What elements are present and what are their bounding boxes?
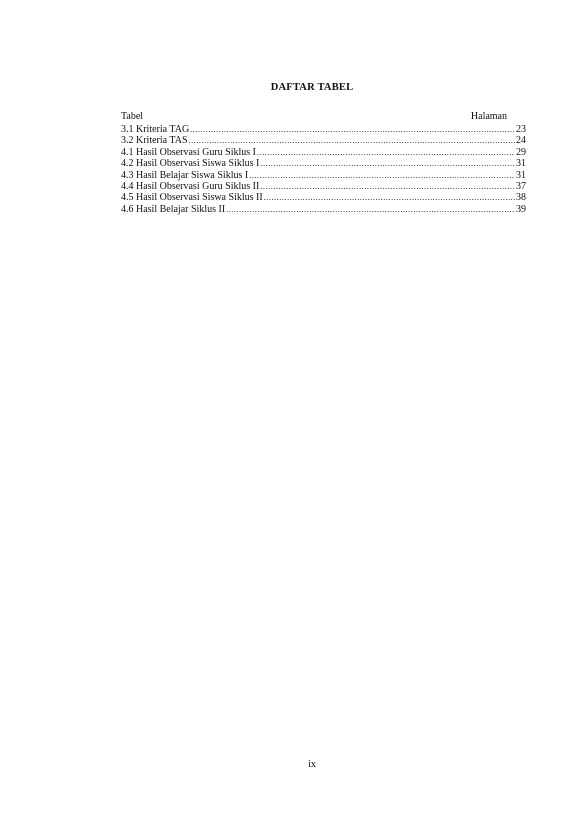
toc-entry-label: 4.1 Hasil Observasi Guru Siklus I	[121, 146, 256, 158]
toc-dot-leader	[249, 170, 515, 181]
toc-entry-page: 37	[516, 181, 526, 193]
toc-header-page-label: Halaman	[470, 111, 507, 122]
toc-dot-leader	[257, 147, 515, 158]
toc-entry-page: 23	[516, 124, 526, 135]
toc-entry-label: 3.2 Kriteria TAS	[121, 135, 188, 147]
toc-dot-leader	[190, 124, 515, 135]
toc-entry-page: 31	[516, 158, 526, 170]
toc-entry	[121, 192, 526, 203]
page-title: DAFTAR TABEL	[270, 82, 354, 93]
toc-entry-page: 39	[516, 203, 526, 215]
toc-dot-leader	[260, 158, 515, 169]
toc-entry	[121, 158, 526, 169]
toc-entry	[121, 181, 526, 192]
toc-entry	[121, 135, 526, 146]
toc-list	[121, 124, 526, 215]
toc-entry-label: 4.5 Hasil Observasi Siswa Siklus II	[121, 192, 263, 204]
toc-header	[121, 111, 507, 122]
toc-entry-label: 4.3 Hasil Belajar Siswa Siklus I	[121, 169, 249, 181]
toc-entry-label: 4.4 Hasil Observasi Guru Siklus II	[121, 181, 260, 193]
toc-header-table-label: Tabel	[121, 111, 144, 122]
toc-entry	[121, 204, 526, 215]
toc-entry-page: 24	[516, 135, 526, 147]
toc-entry	[121, 124, 526, 135]
toc-entry-page: 29	[516, 146, 526, 158]
toc-entry-page: 38	[516, 192, 526, 204]
toc-entry	[121, 147, 526, 158]
toc-entry-label: 4.2 Hasil Observasi Siswa Siklus I	[121, 158, 260, 170]
toc-entry	[121, 170, 526, 181]
toc-dot-leader	[189, 135, 515, 146]
toc-dot-leader	[260, 181, 515, 192]
toc-entry-label: 3.1 Kriteria TAG	[121, 124, 190, 135]
page-number: ix	[308, 759, 316, 770]
toc-entry-page: 31	[516, 169, 526, 181]
toc-dot-leader	[264, 192, 515, 203]
toc-entry-label: 4.6 Hasil Belajar Siklus II	[121, 203, 226, 215]
toc-dot-leader	[226, 204, 515, 215]
